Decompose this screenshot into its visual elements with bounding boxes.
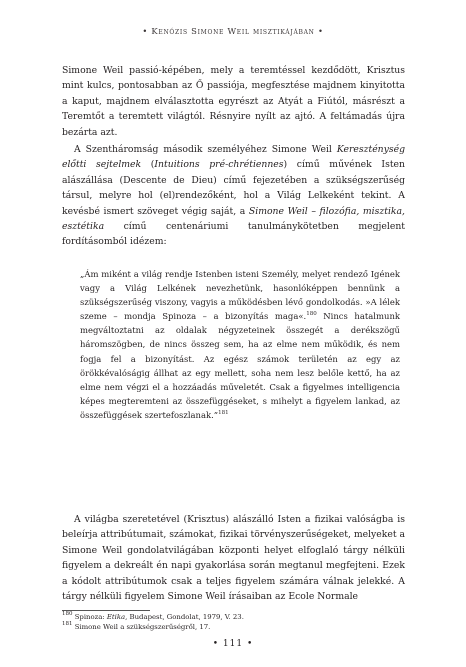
footnote-rule xyxy=(62,610,150,611)
p2-title-simone-weil-volume: Simone Weil – filozófia, misztika, esztétika xyxy=(62,205,405,233)
quote-run-b: Nincs hatalmunk megváltoztatni az oldalak négyzeteinek összegét a derékszögű háromszögben, de nincs összeg sem, ha az elme nem működik, és nem fogja fel a bizonyítást. Az egész számok területén az egy az örökkévalóságig állhat az egy mellett, soha nem lesz belőle kettő, ha az elme nem végzi el a hozzáadás műveletét. Csak a figyelmes intelligencia képes megteremteni az összefüggéseket, s mihelyt a figyelem lankad, az összefüggések szertefoszlanak.” xyxy=(80,311,400,420)
footnote-181 xyxy=(62,620,405,633)
footnote-number: 181 xyxy=(62,620,73,627)
paragraph-1 xyxy=(62,63,405,140)
quote-run-a: „Ám miként a világ rendje Istenben isteni Személy, melyet rendező Igének vagy a Világ Lelkének nevezhetünk, hasonlóképpen bennünk a szükségszerűség viszony, vagyis a működésben lévő gondolkodás. »A lélek szeme – mondja Spinoza – a bizonyítás maga«. xyxy=(80,269,400,322)
p2-run-a: A Szentháromság második személyéhez Simone Weil xyxy=(74,144,337,155)
paragraph-3-text: A világba szeretetével (Krisztus) alászálló Isten a fizikai valóságba is beleírja attribútumait, számokat, fizikai törvényszerűségeket, melyeket a Simone Weil gondolatvilágában központi helyet elfoglaló tárgy nélküli figyelem a dekreált én napi gyakorlása során megtanul megfejteni. Ezek a kódolt attribútumok csak a teljes figyelem számára válnak jelekké. A tárgy nélküli figyelem Simone Weil írásaiban az Ecole Normale xyxy=(62,514,405,603)
paragraph-1-text: Simone Weil passió-képében, mely a teremtéssel kezdődött, Krisztus mint kulcs, pontosabban az Ő passiója, megfesztése majdnem kinyitotta a kaput, majdnem elválasztotta egyrészt az Atyát a Fiútól, másrészt a Teremtőt a teremtett világtól. Résnyire nyílt az ajtó. A feltámadás újra bezárta azt. xyxy=(62,65,405,138)
p2-run-c: ) című művének Isten alászállása (Descente de Dieu) című fejezetében a szükségszerűség társul, melyre hol (el)rendezőként, hol a Világ Lelkeként tekint. A kevésbé ismert szöveget végig saját, a xyxy=(62,159,405,217)
running-head: • Kenózis Simone Weil misztikájában • xyxy=(142,26,324,36)
footnote-180 xyxy=(62,613,405,623)
paragraph-2 xyxy=(62,142,405,250)
paragraph-3 xyxy=(62,512,405,604)
footnote-ref-181[interactable]: 181 xyxy=(218,409,229,416)
p2-title-intuitions: Intuitions pré-chrétiennes xyxy=(154,159,284,171)
footnote-ref-180[interactable]: 180 xyxy=(306,311,317,318)
footnote-number: 180 xyxy=(62,611,73,617)
footnote-run: , Budapest, Gondolat, 1979, V. 23. xyxy=(125,613,244,621)
footnote-run: Spinoza: xyxy=(72,613,107,621)
block-quote-text xyxy=(80,267,400,422)
footnotes xyxy=(62,613,405,632)
footnote-title: Etika xyxy=(106,613,126,621)
paragraph-2-text xyxy=(62,142,405,250)
p2-title-keresztenyseg: Kereszténység előtti sejtelmek xyxy=(62,144,405,171)
block-quote xyxy=(80,267,400,422)
p2-run-d: című centenáriumi tanulmánykötetben megjelent fordításomból idézem: xyxy=(62,221,405,248)
p2-run-b: ( xyxy=(141,159,155,171)
footnote-run: Simone Weil a szükségszerűségről, 17. xyxy=(72,622,211,631)
page-number: • 111 • xyxy=(212,639,254,649)
